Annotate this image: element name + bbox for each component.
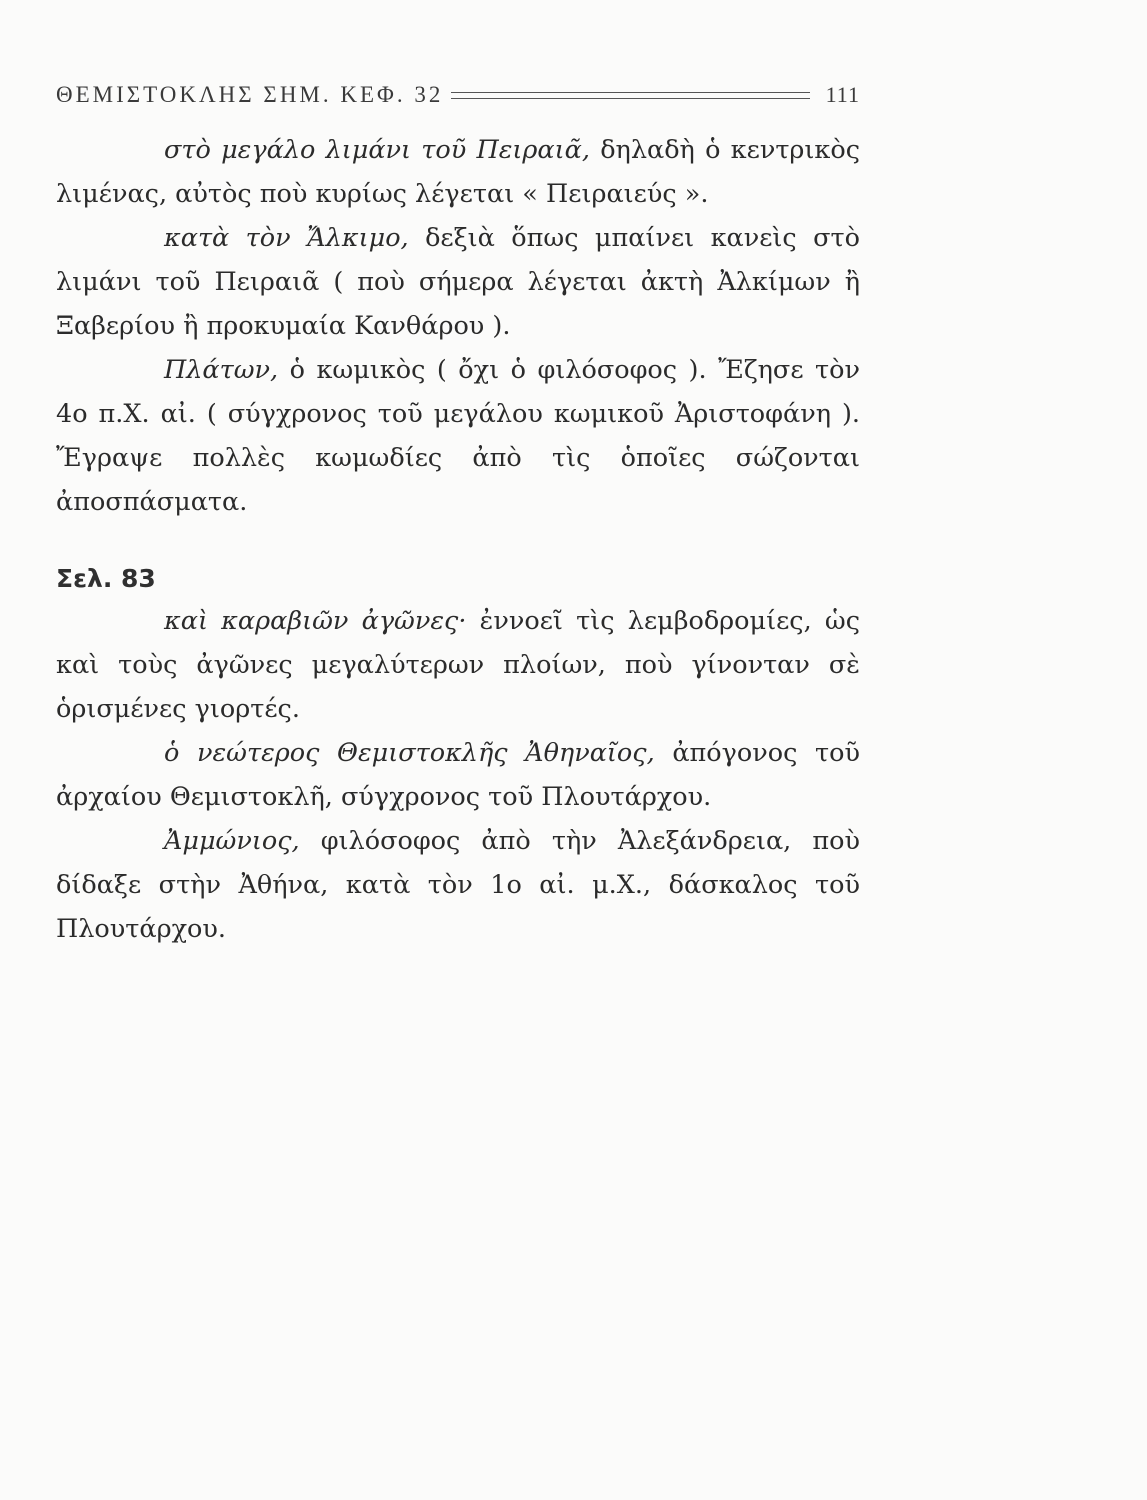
note-paragraph xyxy=(56,599,860,731)
note-paragraph xyxy=(56,128,860,216)
chapter-reference: ΘΕΜΙΣΤΟΚΛΗΣ ΣΗΜ. ΚΕΦ. 32 xyxy=(56,82,444,107)
note-text: ὁ κωμικὸς ( ὄχι ὁ φιλόσοφος ). Ἔζησε τὸν 4ο π.Χ. αἰ. ( σύγχρονος τοῦ μεγάλου κωμικοῦ Ἀριστοφάνη ). Ἔγραψε πολλὲς κωμωδίες ἀπὸ τὶς ὁποῖες σώζονται ἀποσπάσματα. xyxy=(56,355,860,517)
book-page xyxy=(56,0,860,1500)
section-heading: Σελ. 83 xyxy=(56,564,156,593)
note-lemma: Ἀμμώνιος, xyxy=(164,826,300,856)
note-paragraph xyxy=(56,819,860,951)
note-text: φιλόσοφος ἀπὸ τὴν Ἀλεξάνδρεια, ποὺ δίδαξε στὴν Ἀθήνα, κατὰ τὸν 1ο αἰ. μ.Χ., δάσκαλος τοῦ Πλουτάρχου. xyxy=(56,826,860,944)
note-lemma: Πλάτων, xyxy=(164,355,279,385)
page-number: 111 xyxy=(825,82,860,107)
note-lemma: καὶ καραβιῶν ἀγῶνες· xyxy=(164,606,467,636)
note-text: ἀπόγονος τοῦ ἀρχαίου Θεμιστοκλῆ, σύγχρονος τοῦ Πλουτάρχου. xyxy=(56,738,860,812)
note-lemma: στὸ μεγάλο λιμάνι τοῦ Πειραιᾶ, xyxy=(164,135,590,165)
running-header xyxy=(56,78,860,112)
note-paragraph xyxy=(56,731,860,819)
header-double-rule xyxy=(451,92,809,99)
note-lemma: ὁ νεώτερος Θεμιστοκλῆς Ἀθηναῖος, xyxy=(164,738,655,768)
note-text: δεξιὰ ὅπως μπαίνει κανεὶς στὸ λιμάνι τοῦ Πειραιᾶ ( ποὺ σήμερα λέγεται ἀκτὴ Ἀλκίμων ἢ Ξαβερίου ἢ προκυμαία Κανθάρου ). xyxy=(56,223,860,341)
note-text: ἐννοεῖ τὶς λεμβοδρομίες, ὡς καὶ τοὺς ἀγῶνες μεγαλύτερων πλοίων, ποὺ γίνονταν σὲ ὁρισμένες γιορτές. xyxy=(56,606,860,724)
note-paragraph xyxy=(56,216,860,348)
commentary-body xyxy=(56,128,860,951)
note-text: δηλαδὴ ὁ κεντρικὸς λιμένας, αὐτὸς ποὺ κυρίως λέγεται « Πειραιεύς ». xyxy=(56,135,860,209)
note-paragraph xyxy=(56,348,860,524)
note-lemma: κατὰ τὸν Ἄλκιμο, xyxy=(164,223,409,253)
